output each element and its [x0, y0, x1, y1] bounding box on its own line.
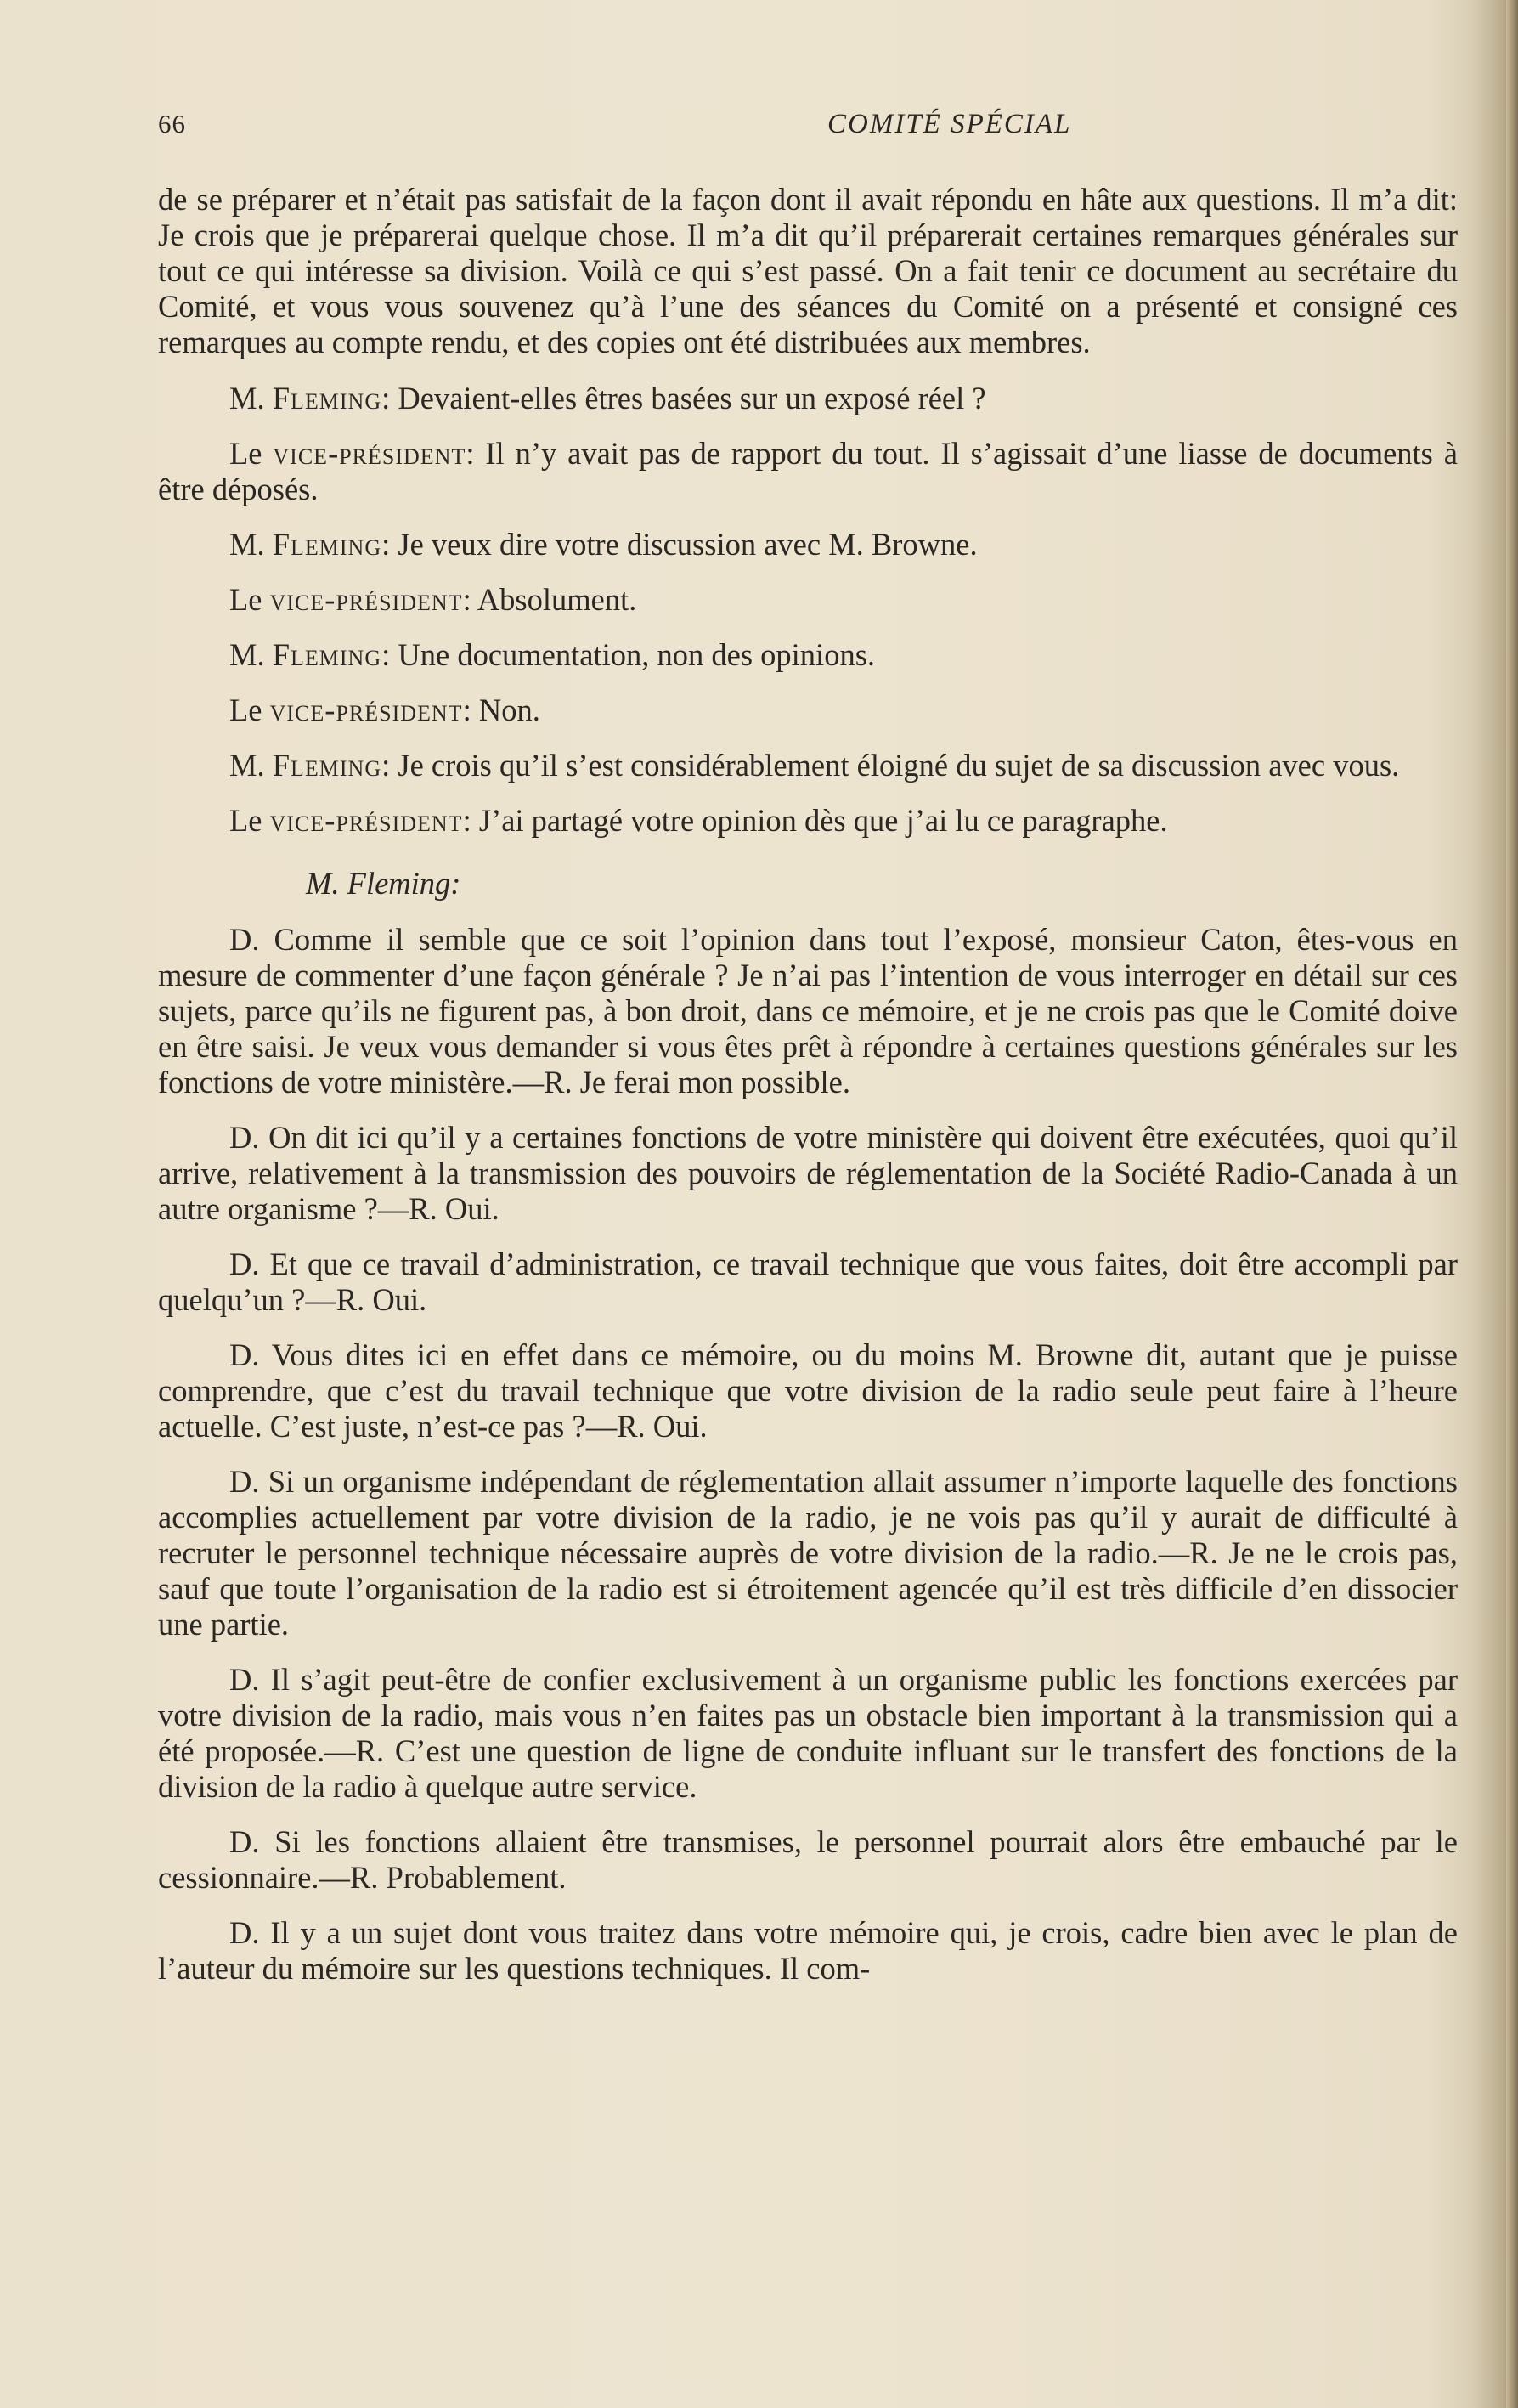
speaker-prefix: Le — [229, 692, 270, 727]
question-answer: D. Vous dites ici en effet dans ce mémoire, ou du moins M. Browne dit, autant que je puisse comprendre, que c’est du travail technique que votre division de la radio seule peut faire à l’heure actuelle. C’est juste, n’est-ce pas ?—R. Oui. — [158, 1337, 1458, 1444]
dialogue-text: Absolument. — [477, 582, 637, 617]
speaker-name: vice-président — [269, 803, 463, 838]
question-answer: D. Si un organisme indépendant de réglementation allait assumer n’importe laquelle des fonctions accomplies actuellement par votre division de la radio, je ne vois pas qu’il y aurait de difficulté à recruter le personnel technique nécessaire auprès de votre division de la radio.—R. Je ne le crois pas, sauf que toute l’organisation de la radio est si étroitement agencée qu’il est très difficile d’en dissocier une partie. — [158, 1464, 1458, 1642]
dialogue-text: Je veux dire votre discussion avec M. Browne. — [398, 527, 978, 562]
speaker-prefix: M. — [229, 748, 273, 783]
speaker-name: Fleming — [272, 748, 382, 783]
speaker-prefix: M. — [229, 637, 273, 672]
speaker-prefix: M. — [229, 381, 273, 415]
speaker-name: vice-président — [273, 436, 466, 471]
speaker-name: Fleming — [272, 527, 382, 562]
speaker-name: vice-président — [269, 692, 463, 727]
dialogue-text: Devaient-elles êtres basées sur un exposé réel ? — [398, 381, 986, 415]
question-answer: D. Comme il semble que ce soit l’opinion dans tout l’exposé, monsieur Caton, êtes-vous en mesure de commenter d’une façon générale ? Je n’ai pas l’intention de vous interroger en détail sur ces sujets, parce qu’ils ne figurent pas, à bon droit, dans ce mémoire, et je ne crois pas que le Comité doive en être saisi. Je veux vous demander si vous êtes prêt à répondre à certaines questions générales sur les fonctions de votre ministère.—R. Je ferai mon possible. — [158, 922, 1458, 1099]
speaker-prefix: Le — [229, 803, 270, 838]
section-heading: M. Fleming: — [306, 866, 461, 901]
question-answer: D. Si les fonctions allaient être transmises, le personnel pourrait alors être embauché par le cessionnaire.—R. Probablement. — [158, 1824, 1458, 1895]
speaker-prefix: Le — [229, 436, 274, 471]
speaker-prefix: Le — [229, 582, 270, 617]
dialogue-line: M. Fleming: Une documentation, non des opinions. — [229, 637, 876, 672]
dialogue-text: Je crois qu’il s’est considérablement éloigné du sujet de sa discussion avec vous. — [398, 748, 1400, 783]
question-answer: D. Il s’agit peut-être de confier exclusivement à un organisme public les fonctions exercées par votre division de la radio, mais vous n’en faites pas un obstacle bien important à la transmission qui a été proposée.—R. C’est une question de ligne de conduite influant sur le transfert des fonctions de la division de la radio à quelque autre service. — [158, 1662, 1458, 1804]
dialogue-text: Non. — [478, 692, 540, 727]
speaker-name: Fleming — [272, 381, 382, 415]
dialogue-line: Le vice-président: Non. — [229, 692, 540, 727]
dialogue-line: M. Fleming: Je veux dire votre discussion avec M. Browne. — [229, 527, 978, 562]
question-answer: D. Et que ce travail d’administration, ce travail technique que vous faites, doit être accompli par quelqu’un ?—R. Oui. — [158, 1246, 1458, 1317]
dialogue-text: J’ai partagé votre opinion dès que j’ai lu ce paragraphe. — [478, 803, 1168, 838]
question-answer: D. On dit ici qu’il y a certaines fonctions de votre ministère qui doivent être exécutées, quoi qu’il arrive, relativement à la transmission des pouvoirs de réglementation de la Société Radio-Canada à un autre organisme ?—R. Oui. — [158, 1120, 1458, 1226]
page-number: 66 — [158, 109, 186, 138]
speaker-prefix: M. — [229, 527, 273, 562]
page-header — [158, 109, 1458, 151]
question-answer: D. Il y a un sujet dont vous traitez dans votre mémoire qui, je crois, cadre bien avec le plan de l’auteur du mémoire sur les questions techniques. Il com- — [158, 1915, 1458, 1986]
dialogue-text: Une documentation, non des opinions. — [398, 637, 876, 672]
speaker-name: vice-président — [269, 582, 463, 617]
dialogue-line: M. Fleming: Je crois qu’il s’est considérablement éloigné du sujet de sa discussion avec vous. — [229, 748, 1400, 783]
speaker-name: Fleming — [272, 637, 382, 672]
page-body — [158, 182, 1458, 2006]
dialogue-line: Le vice-président: J’ai partagé votre opinion dès que j’ai lu ce paragraphe. — [229, 803, 1168, 838]
running-title: COMITÉ SPÉCIAL — [827, 109, 1072, 139]
dialogue-text: Il n’y avait pas de rapport du tout. Il s’agissait d’une liasse de documents à être déposés. — [158, 436, 1458, 506]
paragraph: de se préparer et n’était pas satisfait de la façon dont il avait répondu en hâte aux questions. Il m’a dit: Je crois que je préparerai quelque chose. Il m’a dit qu’il préparerait certaines remarques générales sur tout ce qui intéresse sa division. Voilà ce qui s’est passé. On a fait tenir ce document au secrétaire du Comité, et vous vous souvenez qu’à l’une des séances du Comité on a présenté et consigné ces remarques au compte rendu, et des copies ont été distribuées aux membres. — [158, 182, 1458, 359]
dialogue-line: Le vice-président: Absolument. — [229, 582, 637, 617]
dialogue-line: Le vice-président: Il n’y avait pas de rapport du tout. Il s’agissait d’une liasse de documents à être déposés. — [158, 436, 1458, 506]
page-edge-shadow — [1506, 0, 1518, 2408]
dialogue-line: M. Fleming: Devaient-elles êtres basées sur un exposé réel ? — [229, 381, 986, 415]
